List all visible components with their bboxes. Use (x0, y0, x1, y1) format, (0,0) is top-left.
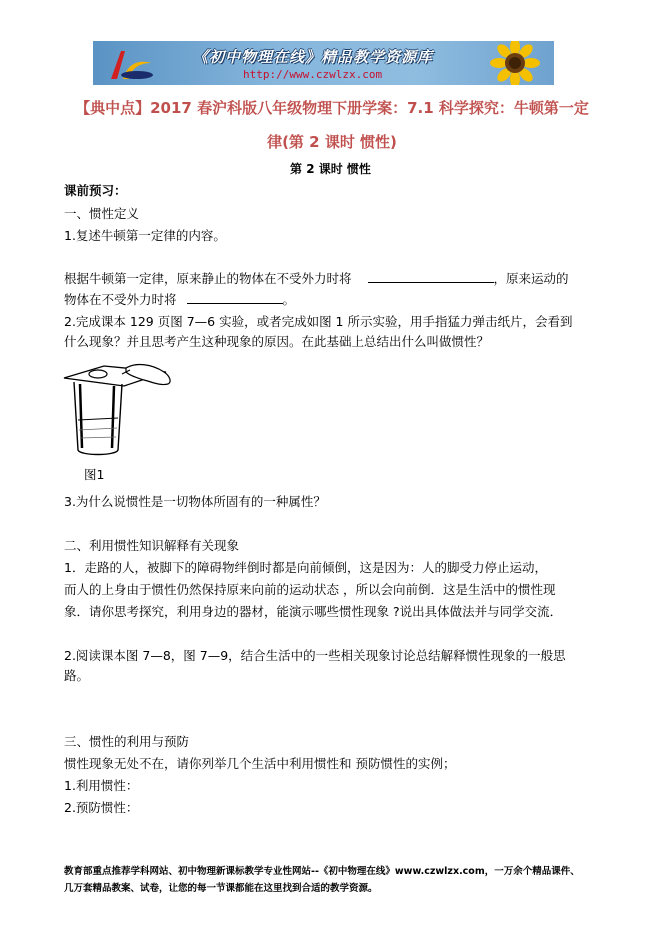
fill-text-d: 。 (282, 292, 296, 307)
section2-question2-line1: 2.阅读课本图 7—8，图 7—9，结合生活中的一些相关现象讨论总结解释惯性现象的一般思 (64, 648, 566, 663)
section1-question2-line1: 2.完成课本 129 页图 7—6 实验，或者完成如图 1 所示实验，用手指猛力弹击纸片，会看到 (64, 314, 573, 329)
header-banner (93, 41, 554, 85)
experiment-figure-1 (60, 360, 175, 460)
section2-question1-line2: 而人的上身由于惯性仍然保持原来向前的运动状态 ，所以会向前倒．这是生活中的惯性现 (64, 582, 556, 597)
fill-in-sentence-line2 (64, 291, 295, 308)
section2-question1-line3: 象．请你思考探究，利用身边的器材，能演示哪些惯性现象 ?说出具体做法并与同学交流． (64, 604, 563, 619)
section3-intro: 惯性现象无处不在，请你列举几个生活中利用惯性和 预防惯性的实例； (64, 756, 456, 771)
figure-1-label: 图1 (84, 467, 105, 482)
lesson-subtitle: 第 2 课时 惯性 (290, 162, 371, 176)
section2-question2-line2: 路。 (64, 668, 90, 683)
section3-item2: 2.预防惯性： (64, 800, 139, 815)
banner-title: 《初中物理在线》精品教学资源库 (193, 48, 434, 66)
banner-url: http://www.czwlzx.com (243, 68, 383, 81)
footer-line1: 教育部重点推荐学科网站、初中物理新课标教学专业性网站--《初中物理在线》www.czwlzx.com，一万余个精品课件、 (64, 866, 580, 877)
fill-in-sentence-line1 (64, 270, 569, 287)
page-title-line2: 律(第 2 课时 惯性) (267, 133, 397, 151)
fill-text-b: ，原来运动的 (493, 271, 569, 286)
fill-text-c: 物体在不受外力时将 (64, 292, 177, 307)
section2-question1-line1: 1．走路的人，被脚下的障碍物绊倒时都是向前倾倒，这是因为：人的脚受力停止运动， (64, 560, 547, 575)
section1-question3: 3.为什么说惯性是一切物体所固有的一种属性？ (64, 494, 326, 509)
site-logo-icon (107, 45, 157, 83)
section3-heading: 三、惯性的利用与预防 (64, 734, 190, 749)
answer-blank-2[interactable] (187, 291, 283, 304)
section1-question1: 1.复述牛顿第一定律的内容。 (64, 228, 226, 243)
section1-heading: 一、惯性定义 (64, 206, 140, 221)
section1-question2-line2: 什么现象？并且思考产生这种现象的原因。在此基础上总结出什么叫做惯性？ (64, 334, 490, 349)
page-title-line1: 【典中点】2017 春沪科版八年级物理下册学案：7.1 科学探究：牛顿第一定 (75, 99, 589, 117)
fill-text-a: 根据牛顿第一定律，原来静止的物体在不受外力时将 (64, 271, 352, 286)
footer-line2: 几万套精品教案、试卷，让您的每一节课都能在这里找到合适的教学资源。 (64, 883, 378, 894)
answer-blank-1[interactable] (368, 270, 494, 283)
section3-item1: 1.利用惯性： (64, 778, 139, 793)
preview-heading: 课前预习： (64, 183, 127, 198)
sunflower-icon (480, 41, 550, 85)
section2-heading: 二、利用惯性知识解释有关现象 (64, 538, 240, 553)
